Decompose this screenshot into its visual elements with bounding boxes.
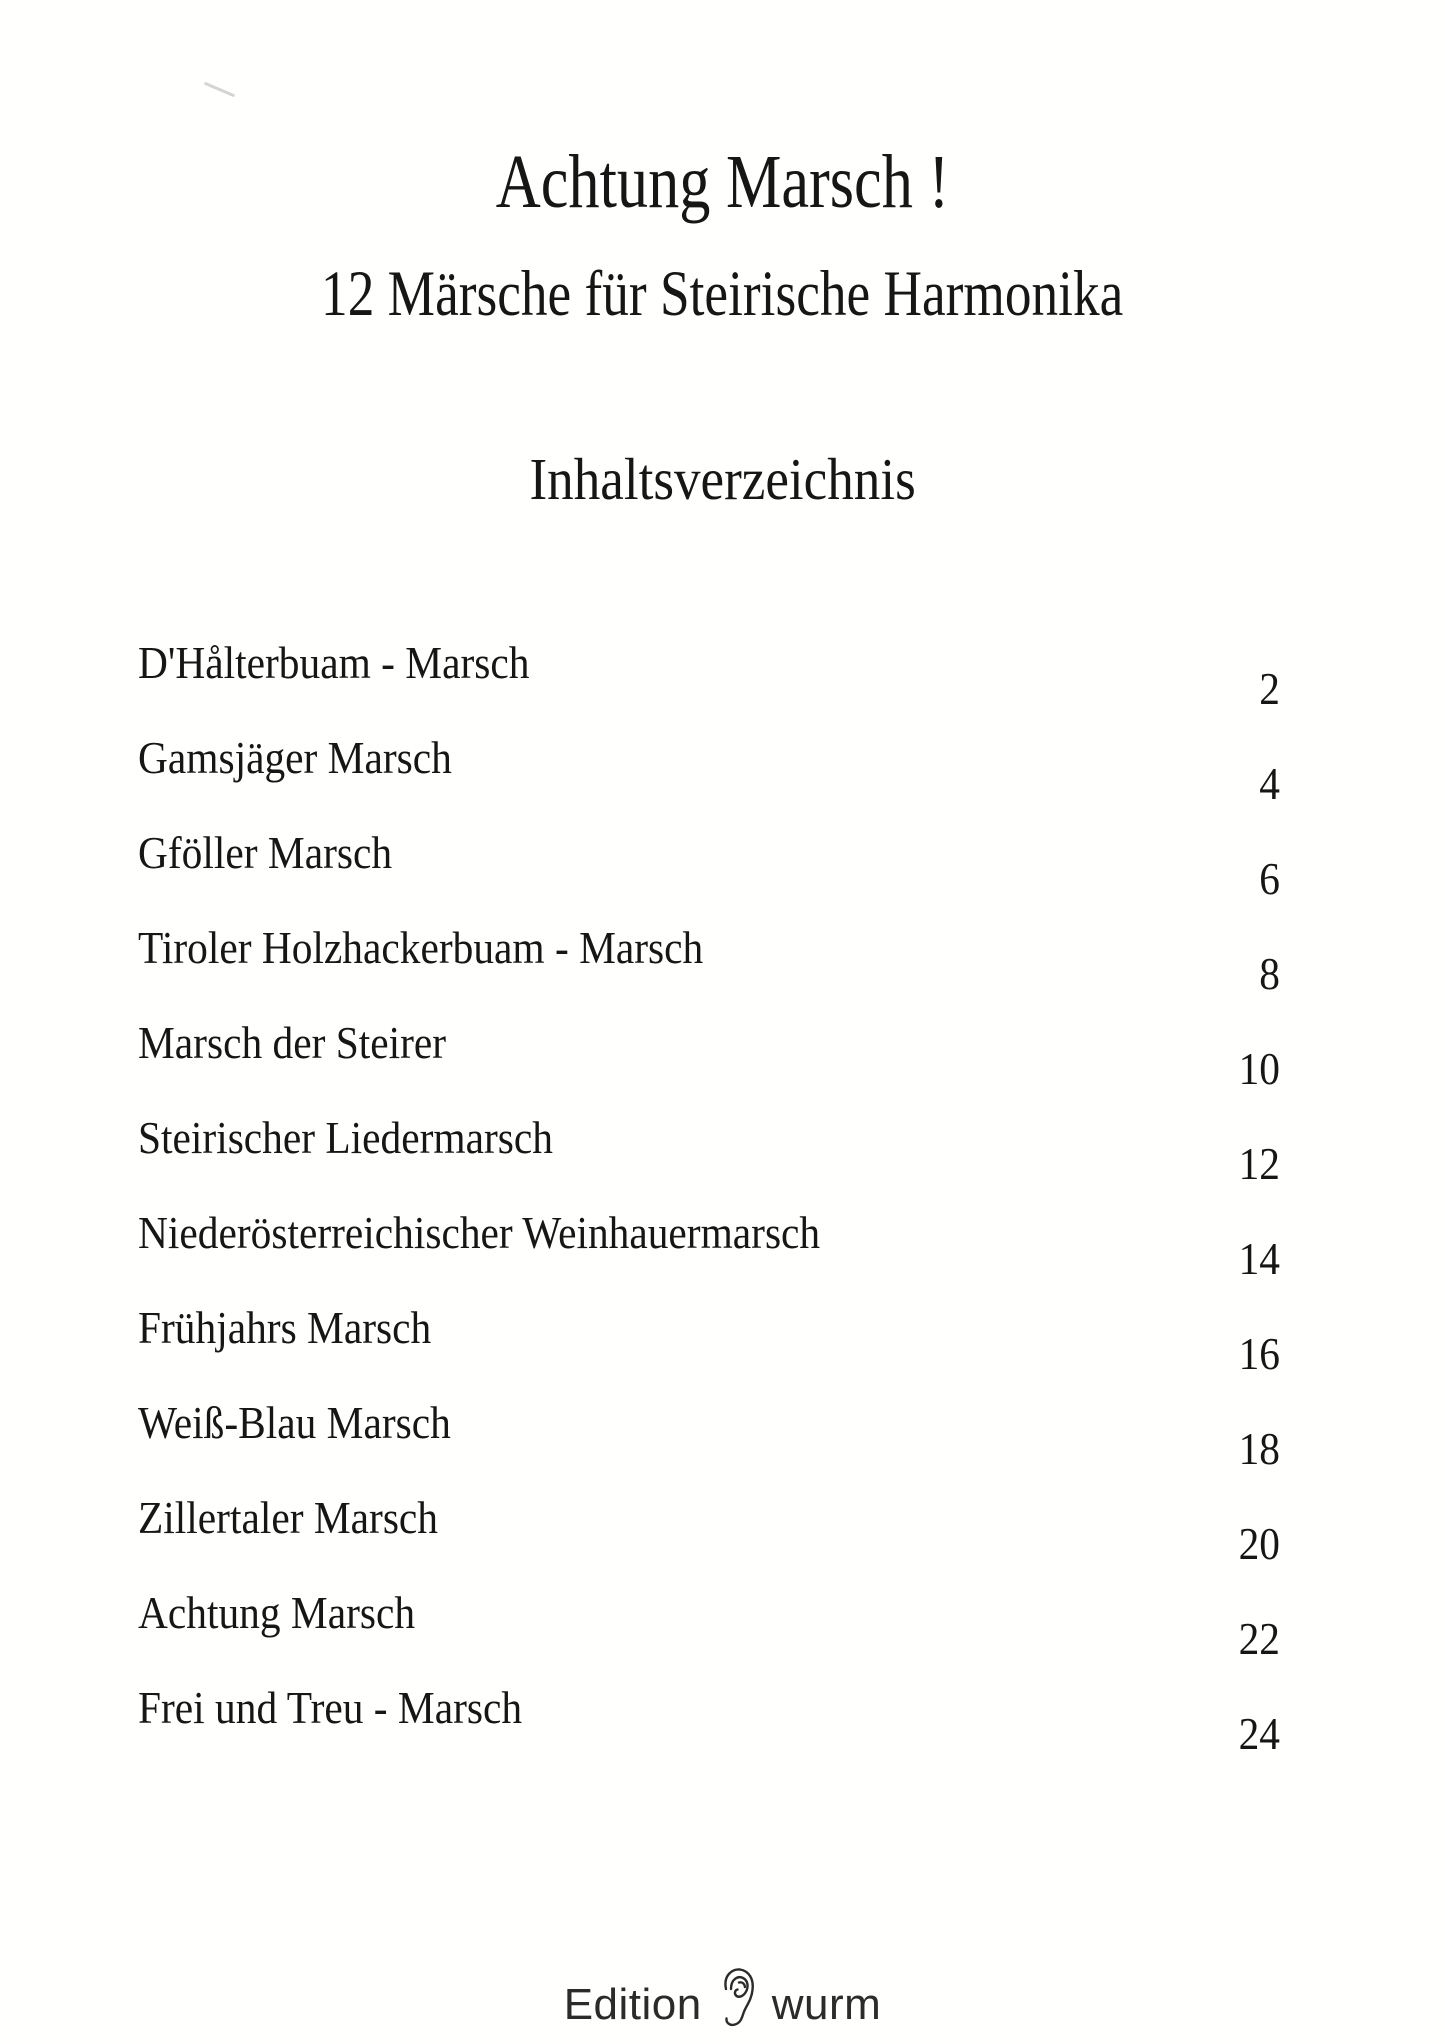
toc-entry-title: Gamsjäger Marsch [138, 732, 452, 783]
toc-entry-title: Gföller Marsch [138, 827, 393, 878]
toc-entry-page-number: 4 [1259, 758, 1280, 809]
toc-entry [138, 1017, 1280, 1100]
toc-entry-title: D'Hålterbuam - Marsch [138, 637, 530, 688]
toc-entry-page-number: 20 [1238, 1518, 1280, 1569]
toc-entry-page-number: 8 [1259, 948, 1280, 999]
toc-entry [138, 1112, 1280, 1195]
toc-entry-title: Weiß-Blau Marsch [138, 1397, 451, 1448]
toc-entry [138, 1587, 1280, 1670]
toc-entry-page-number: 14 [1238, 1233, 1280, 1284]
toc-entry-title: Frei und Treu - Marsch [138, 1682, 523, 1733]
toc-entry-title: Frühjahrs Marsch [138, 1302, 432, 1353]
ear-icon [719, 1967, 755, 2029]
book-title [0, 140, 1445, 224]
scan-artifact [204, 82, 236, 98]
toc-entry-title: Zillertaler Marsch [138, 1492, 439, 1543]
toc-entry [138, 1302, 1280, 1385]
toc-entry-page-number: 12 [1238, 1138, 1280, 1189]
toc-entry [138, 1207, 1280, 1290]
toc-entry-page-number: 22 [1238, 1613, 1280, 1664]
publisher-name-prefix: Edition [563, 1980, 702, 2029]
toc-entry-title: Achtung Marsch [138, 1587, 416, 1638]
toc-entry-page-number: 6 [1259, 853, 1280, 904]
book-subtitle-text: 12 Märsche für Steirische Harmonika [321, 258, 1124, 330]
toc-entry-title: Marsch der Steirer [138, 1017, 447, 1068]
publisher-name-suffix: wurm [771, 1980, 882, 2029]
toc-entry [138, 922, 1280, 1005]
toc-entry [138, 1492, 1280, 1575]
toc-entry-page-number: 10 [1238, 1043, 1280, 1094]
toc-heading-text: Inhaltsverzeichnis [529, 446, 916, 512]
toc-heading [0, 446, 1445, 512]
toc-entry-page-number: 16 [1238, 1328, 1280, 1379]
toc-entry-title: Niederösterreichischer Weinhauermarsch [138, 1207, 821, 1258]
toc-entry-title: Tiroler Holzhackerbuam - Marsch [138, 922, 704, 973]
book-subtitle [0, 258, 1445, 330]
toc-entry [138, 732, 1280, 815]
toc-entry-title: Steirischer Liedermarsch [138, 1112, 553, 1163]
toc-entry [138, 1397, 1280, 1480]
book-title-text: Achtung Marsch ! [495, 140, 950, 224]
toc-entry [138, 827, 1280, 910]
toc-entry-page-number: 2 [1259, 663, 1280, 714]
toc-entry-page-number: 18 [1238, 1423, 1280, 1474]
toc-entry [138, 637, 1280, 720]
publisher-footer [0, 1980, 1445, 2044]
toc-entry [138, 1682, 1280, 1765]
toc-entry-page-number: 24 [1238, 1708, 1280, 1759]
